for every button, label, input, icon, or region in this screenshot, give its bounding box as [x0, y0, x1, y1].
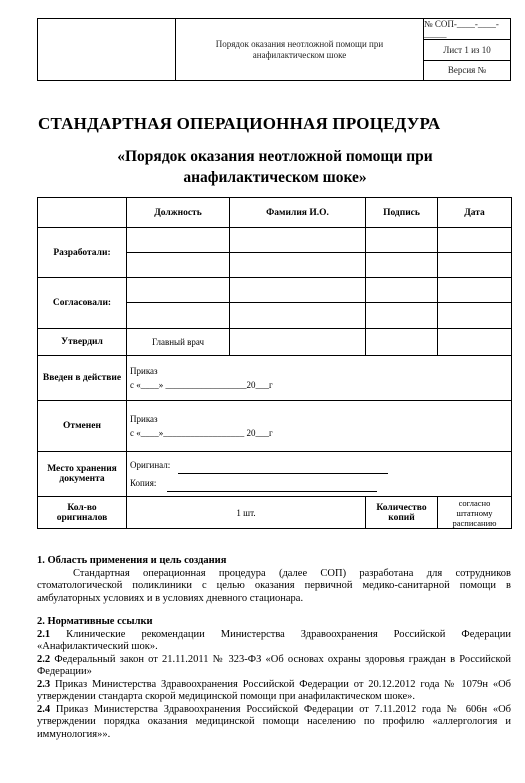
- table-row: [38, 228, 512, 253]
- cell[interactable]: [127, 278, 230, 303]
- section-2-title: 2. Нормативные ссылки: [37, 616, 153, 627]
- section-1-title: 1. Область применения и цель создания: [37, 555, 227, 566]
- reference-item: [37, 629, 511, 654]
- col-position: Должность: [127, 198, 230, 228]
- copy-line: [130, 474, 508, 492]
- header-meta: [424, 19, 510, 80]
- table-row: [38, 356, 512, 401]
- cell[interactable]: [366, 253, 438, 278]
- table-row: [38, 278, 512, 303]
- table-row: [38, 452, 512, 497]
- cell[interactable]: [438, 278, 512, 303]
- version-number: Версия №: [424, 60, 510, 81]
- cell[interactable]: [366, 303, 438, 329]
- approved-label: Утвердил: [38, 329, 127, 356]
- cancelled-order: Приказ: [130, 414, 158, 424]
- cell[interactable]: [438, 303, 512, 329]
- storage-cell: [127, 452, 512, 497]
- section-1-text: Стандартная операционная процедура (далее СОП) разработана для сотрудников стоматологической поликлиники с целью оказания первичной медико-санитарной помощи в амбулаторных условиях и в условиях дневного стационара.: [37, 567, 511, 604]
- reference-text: Приказ Министерства Здравоохранения Российской Федерации от 7.11.2012 года № 606н «Об утверждении порядка оказания медицинской помощи населению по профилю «аллергология и иммунология»».: [37, 703, 511, 740]
- cell[interactable]: [366, 329, 438, 356]
- developed-label: Разработали:: [38, 228, 127, 278]
- col-signature: Подпись: [366, 198, 438, 228]
- col-date: Дата: [438, 198, 512, 228]
- document-title: СТАНДАРТНАЯ ОПЕРАЦИОННАЯ ПРОЦЕДУРА: [38, 114, 441, 133]
- cancelled-label: Отменен: [38, 401, 127, 452]
- introduced-order-cell: [127, 356, 512, 401]
- empty-header-cell: [38, 198, 127, 228]
- cell[interactable]: [230, 303, 366, 329]
- introduced-order: Приказ: [130, 366, 158, 376]
- cell[interactable]: [438, 329, 512, 356]
- reference-number: 2.3: [37, 678, 51, 690]
- cell[interactable]: [438, 228, 512, 253]
- cell[interactable]: [438, 253, 512, 278]
- header-logo-cell: [38, 19, 176, 80]
- copy-label: Копия:: [130, 478, 157, 488]
- cell[interactable]: [127, 253, 230, 278]
- table-row: [38, 497, 512, 529]
- introduced-label: Введен в действие: [38, 356, 127, 401]
- cell[interactable]: [230, 228, 366, 253]
- cell[interactable]: [366, 228, 438, 253]
- copies-count-label: Количество копий: [366, 497, 438, 529]
- table-row: [38, 401, 512, 452]
- document-subtitle: «Порядок оказания неотложной помощи при анафилактическом шоке»: [117, 148, 433, 186]
- agreed-label: Согласовали:: [38, 278, 127, 329]
- reference-item: [37, 679, 511, 704]
- reference-item: [37, 654, 511, 679]
- table-header-row: [38, 198, 512, 228]
- cancelled-from[interactable]: с «____»__________________ 20___г: [130, 428, 273, 438]
- cell[interactable]: [366, 278, 438, 303]
- document-header: [37, 18, 511, 81]
- originals-count-label: Кол-во оригиналов: [38, 497, 127, 529]
- document-body: [37, 555, 511, 741]
- table-row: [38, 329, 512, 356]
- cell[interactable]: [127, 303, 230, 329]
- cell[interactable]: [230, 278, 366, 303]
- reference-item: [37, 704, 511, 742]
- approved-position: Главный врач: [127, 329, 230, 356]
- copy-field[interactable]: [167, 483, 377, 492]
- originals-count-value: 1 шт.: [127, 497, 366, 529]
- original-label: Оригинал:: [130, 460, 171, 470]
- reference-text: Приказ Министерства Здравоохранения Российской Федерации от 20.12.2012 года № 1079н «Об утверждении стандарта скорой медицинской помощи при анафилактическом шоке».: [37, 678, 511, 702]
- sop-number: № СОП-____-____-_____: [424, 19, 499, 39]
- approval-table: [37, 197, 512, 529]
- original-field[interactable]: [178, 465, 388, 474]
- introduced-from[interactable]: с «____» __________________20___г: [130, 380, 273, 390]
- sheet-number: Лист 1 из 10: [424, 39, 510, 60]
- cancelled-order-cell: [127, 401, 512, 452]
- col-name: Фамилия И.О.: [230, 198, 366, 228]
- storage-label: Место хранения документа: [38, 452, 127, 497]
- reference-number: 2.1: [37, 628, 51, 640]
- copies-count-value: согласно штатному расписанию: [438, 497, 512, 529]
- cell[interactable]: [230, 329, 366, 356]
- reference-text: Федеральный закон от 21.11.2011 № 323-ФЗ «Об основах охраны здоровья граждан в Российской Федерации»: [37, 653, 511, 677]
- header-org-text: Порядок оказания неотложной помощи при анафилактическом шоке: [176, 19, 424, 80]
- cell[interactable]: [230, 253, 366, 278]
- original-line: [130, 456, 508, 474]
- cell[interactable]: [127, 228, 230, 253]
- reference-number: 2.4: [37, 703, 51, 715]
- reference-text: Клинические рекомендации Министерства Здравоохранения Российской Федерации «Анафилактический шок».: [37, 628, 511, 652]
- reference-number: 2.2: [37, 653, 51, 665]
